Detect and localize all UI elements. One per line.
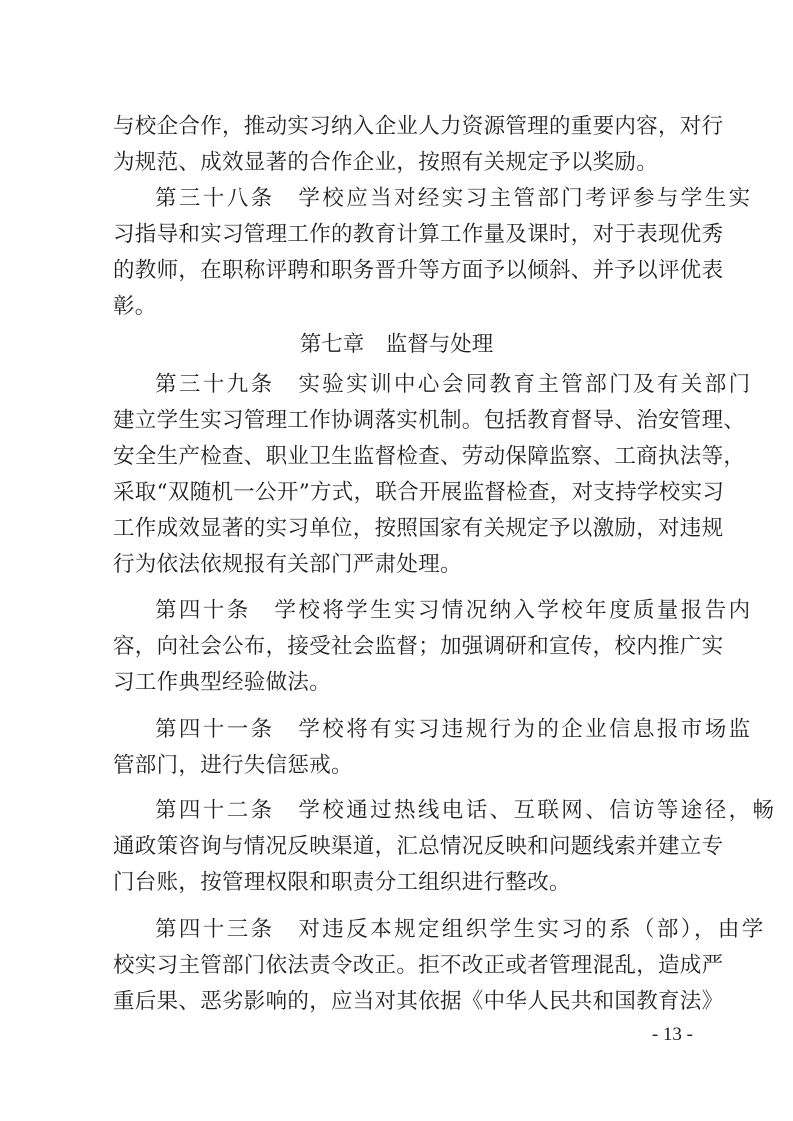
text-line: 与校企合作，推动实习纳入企业人力资源管理的重要内容，对行 — [113, 114, 724, 139]
text-line: 通政策咨询与情况反映渠道，汇总情况反映和问题线索并建立专 — [113, 834, 724, 859]
text-line: 的教师，在职称评聘和职务晋升等方面予以倾斜、并予以评优表 — [113, 258, 724, 283]
text-line: 重后果、恶劣影响的，应当对其依据《中华人民共和国教育法》 — [113, 989, 724, 1014]
text-line: 习工作典型经验做法。 — [113, 670, 332, 695]
article-39-heading-line: 第三十九条 实验实训中心会同教育主管部门及有关部门 — [155, 372, 753, 397]
text-line: 为规范、成效显著的合作企业，按照有关规定予以奖励。 — [113, 150, 659, 175]
article-43-heading-line: 第四十三条 对违反本规定组织学生实习的系（部），由学 — [155, 917, 766, 942]
text-line: 安全生产检查、职业卫生监督检查、劳动保障监察、工商执法等， — [113, 444, 746, 469]
text-line: 工作成效显著的实习单位，按照国家有关规定予以激励，对违规 — [113, 516, 724, 541]
chapter-title: 第七章 监督与处理 — [299, 332, 494, 357]
text-line: 彰。 — [113, 294, 157, 319]
page-number: - 13 - — [651, 1024, 693, 1045]
text-line: 习指导和实习管理工作的教育计算工作量及课时，对于表现优秀 — [113, 222, 724, 247]
article-41-heading-line: 第四十一条 学校将有实习违规行为的企业信息报市场监 — [155, 717, 753, 742]
text-line: 校实习主管部门依法责令改正。拒不改正或者管理混乱，造成严 — [113, 953, 724, 978]
article-38-heading-line: 第三十八条 学校应当对经实习主管部门考评参与学生实 — [155, 186, 753, 211]
article-40-heading-line: 第四十条 学校将学生实习情况纳入学校年度质量报告内 — [155, 598, 753, 623]
text-line: 建立学生实习管理工作协调落实机制。包括教育督导、治安管理、 — [113, 408, 746, 433]
article-42-heading-line: 第四十二条 学校通过热线电话、互联网、信访等途径，畅 — [155, 798, 777, 823]
text-line: 管部门，进行失信惩戒。 — [113, 753, 353, 778]
text-line: 门台账，按管理权限和职责分工组织进行整改。 — [113, 870, 571, 895]
text-line: 采取“双随机一公开”方式，联合开展监督检查，对支持学校实习 — [113, 480, 725, 505]
text-line: 行为依法依规报有关部门严肃处理。 — [113, 552, 462, 577]
text-line: 容，向社会公布，接受社会监督；加强调研和宣传，校内推广实 — [113, 634, 724, 659]
